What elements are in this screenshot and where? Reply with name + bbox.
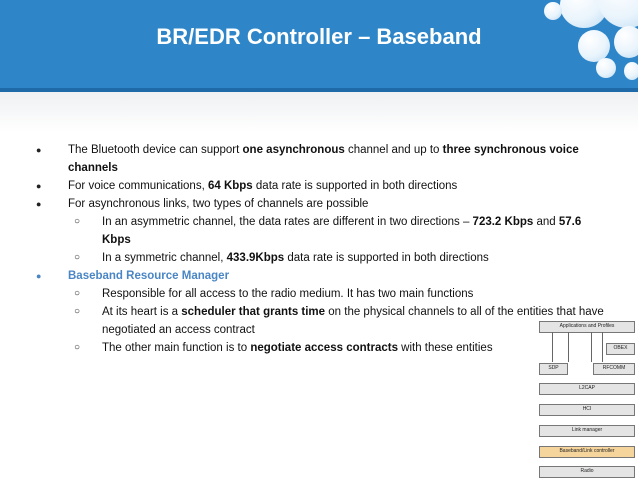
bullet-marker: ● — [36, 181, 42, 191]
stack-box-applications: Applications and Profiles — [539, 321, 635, 333]
decorative-bubble — [624, 62, 638, 80]
stack-box-link-manager: Link manager — [539, 425, 635, 437]
bullet-list — [36, 141, 606, 357]
stack-box-radio: Radio — [539, 466, 635, 478]
subheader-band — [0, 92, 638, 132]
sub-bullet-item: ○ In a symmetric channel, 433.9Kbps data rate is supported in both directions — [36, 249, 606, 267]
bullet-item-resource-manager: ● Baseband Resource Manager — [36, 267, 606, 285]
sub-bullet-marker: ○ — [74, 306, 81, 317]
protocol-stack-diagram — [536, 318, 638, 479]
slide-title: BR/EDR Controller – Baseband — [156, 24, 482, 49]
stack-box-sdp: SDP — [539, 363, 568, 375]
bullet-marker: ● — [36, 199, 42, 209]
sub-bullet-marker: ○ — [74, 252, 81, 263]
bullet-item: ● The Bluetooth device can support one asynchronous channel and up to three synchronous voice channels — [36, 141, 606, 177]
sub-bullet-marker: ○ — [74, 288, 81, 299]
stack-box-obex: OBEX — [606, 343, 635, 355]
bullet-item: ● For asynchronous links, two types of channels are possible — [36, 195, 606, 213]
stack-connector — [602, 332, 603, 362]
stack-box-hci: HCI — [539, 404, 635, 416]
sub-bullet-item: ○ In an asymmetric channel, the data rates are different in two directions – 723.2 Kbps and 57.6 Kbps — [36, 213, 606, 249]
stack-box-l2cap: L2CAP — [539, 383, 635, 395]
bullet-item: ● For voice communications, 64 Kbps data rate is supported in both directions — [36, 177, 606, 195]
stack-connector — [591, 332, 592, 362]
decorative-bubble — [544, 2, 562, 20]
bullet-marker: ● — [36, 145, 42, 155]
stack-connector — [568, 332, 569, 362]
stack-box-baseband: Baseband/Link controller — [539, 446, 635, 458]
sub-bullet-marker: ○ — [74, 216, 81, 227]
sub-bullet-marker: ○ — [74, 342, 81, 353]
decorative-bubble — [596, 58, 616, 78]
bullet-marker: ● — [36, 271, 42, 281]
sub-bullet-item: ○ The other main function is to negotiate access contracts with these entities — [36, 339, 606, 357]
sub-bullet-item: ○ At its heart is a scheduler that grants time on the physical channels to all of the entities that have negotiated an access contract — [36, 303, 606, 339]
stack-box-rfcomm: RFCOMM — [593, 363, 635, 375]
stack-connector — [552, 332, 553, 362]
sub-bullet-item: ○ Responsible for all access to the radio medium. It has two main functions — [36, 285, 606, 303]
